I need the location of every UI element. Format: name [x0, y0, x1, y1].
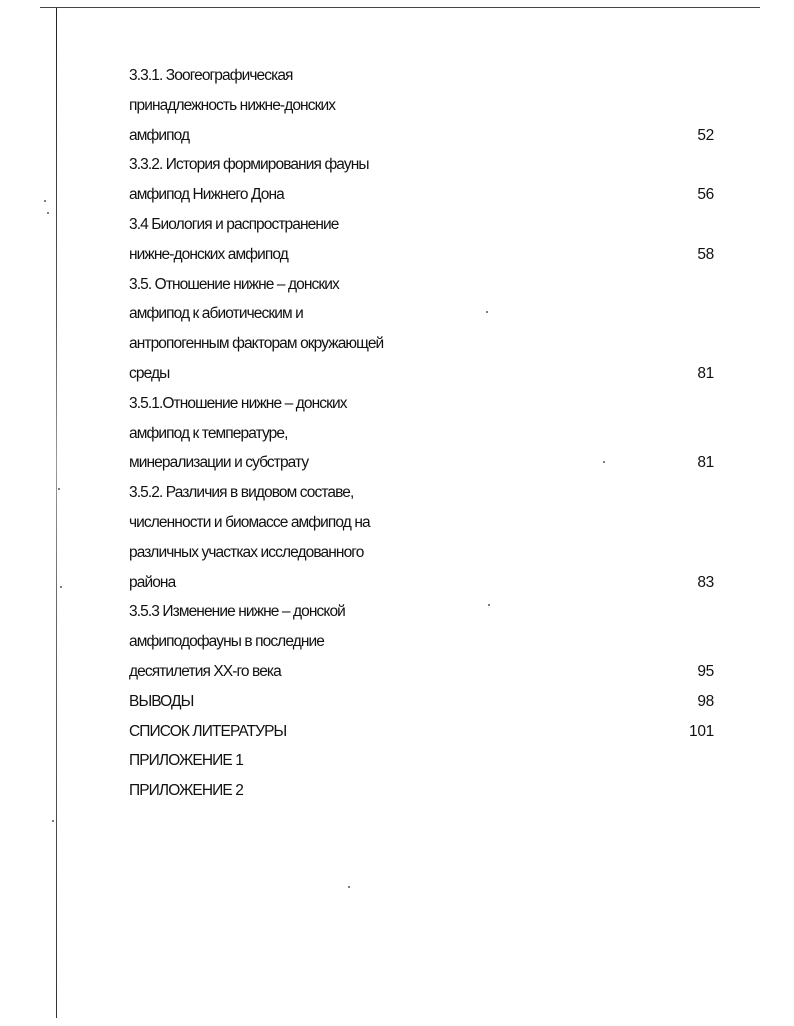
toc-line: [129, 91, 714, 121]
toc-entry-text: нижне-донских амфипод: [129, 245, 288, 263]
toc-entry-text: 3.5.1.Отношение нижне – донских: [129, 394, 347, 412]
toc-line: [129, 687, 714, 717]
toc-entry-text: ВЫВОДЫ: [129, 692, 194, 710]
toc-line: [129, 150, 714, 180]
toc-page-number: 95: [697, 662, 714, 680]
toc-entry-text: района: [129, 573, 176, 591]
toc-entry-text: 3.3.1. Зоогеографическая: [129, 67, 293, 84]
scan-speck: [47, 212, 49, 214]
toc-entry-text: амфипод: [129, 126, 190, 144]
toc-entry-text: различных участках исследованного: [129, 543, 364, 561]
toc-page-number: 83: [697, 573, 714, 591]
toc-entry-text: СПИСОК ЛИТЕРАТУРЫ: [129, 722, 287, 740]
toc-entry-text: среды: [129, 364, 170, 382]
toc-line: [129, 597, 714, 627]
toc-line: [129, 419, 714, 449]
toc-line: [129, 240, 714, 270]
scan-speck: [348, 886, 350, 888]
toc-entry-text: ПРИЛОЖЕНИЕ 1: [129, 752, 243, 770]
scan-speck: [44, 200, 46, 202]
toc-line: [129, 538, 714, 568]
toc-line: [129, 657, 714, 687]
toc-line: [129, 121, 714, 151]
toc-line: [129, 627, 714, 657]
toc-entry-text: 3.5.3 Изменение нижне – донской: [129, 603, 345, 621]
toc-line: [129, 389, 714, 419]
toc-entry-text: амфипод к абиотическим и: [129, 305, 303, 323]
scan-border-top: [40, 7, 760, 8]
toc-entry-text: численности и биомассе амфипод на: [129, 513, 370, 531]
toc-line: [129, 61, 714, 91]
toc-page-number: 58: [697, 245, 714, 263]
toc-entry-text: десятилетия XX-го века: [129, 662, 281, 680]
scan-speck: [60, 586, 62, 588]
toc-entry-text: амфипод к температуре,: [129, 424, 288, 442]
toc-entry-text: принадлежность нижне-донских: [129, 96, 336, 114]
scan-border-left: [56, 8, 57, 1018]
toc-entry-text: амфиподофауны в последние: [129, 633, 324, 651]
scan-speck: [52, 820, 54, 822]
toc-line: [129, 746, 714, 776]
toc-line: [129, 508, 714, 538]
toc-line: [129, 717, 714, 747]
toc-line: [129, 568, 714, 598]
toc-page-number: 101: [689, 722, 714, 740]
toc-entry-text: 3.5.2. Различия в видовом составе,: [129, 484, 354, 502]
toc-line: [129, 270, 714, 300]
table-of-contents: [129, 61, 714, 806]
toc-page-number: 98: [697, 692, 714, 710]
toc-line: [129, 299, 714, 329]
toc-entry-text: 3.4 Биология и распространение: [129, 215, 339, 233]
toc-page-number: 81: [697, 364, 714, 382]
toc-line: [129, 448, 714, 478]
toc-line: [129, 478, 714, 508]
toc-page-number: 56: [697, 186, 714, 204]
toc-entry-text: минерализации и субстрату: [129, 454, 309, 472]
toc-page-number: 81: [697, 454, 714, 472]
toc-entry-text: 3.5. Отношение нижне – донских: [129, 275, 339, 293]
toc-line: [129, 180, 714, 210]
toc-page-number: 52: [697, 126, 714, 144]
toc-entry-text: 3.3.2. История формирования фауны: [129, 156, 369, 174]
toc-line: [129, 210, 714, 240]
toc-line: [129, 776, 714, 806]
toc-entry-text: антропогенным факторам окружающей: [129, 335, 384, 353]
toc-line: [129, 329, 714, 359]
toc-entry-text: ПРИЛОЖЕНИЕ 2: [129, 782, 243, 800]
scan-speck: [58, 488, 60, 490]
toc-line: [129, 359, 714, 389]
toc-entry-text: амфипод Нижнего Дона: [129, 186, 284, 204]
